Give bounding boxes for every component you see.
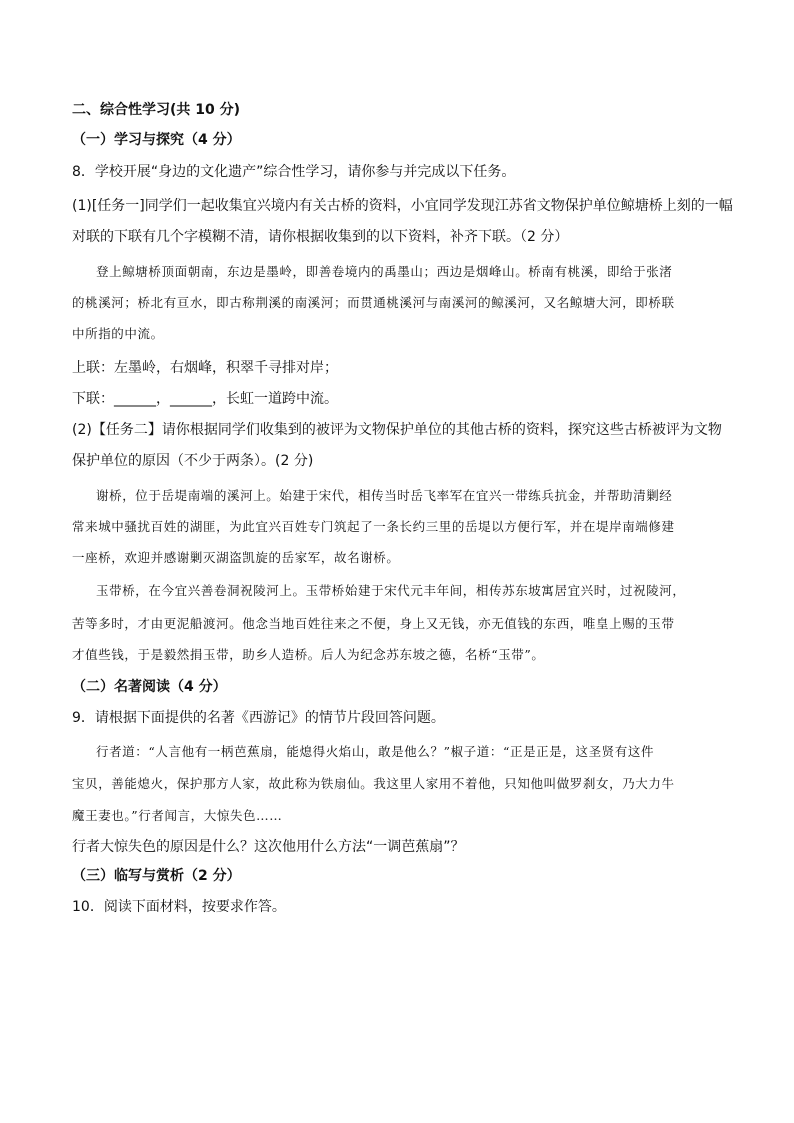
question-8-task2-line: (2)【任务二】请你根据同学们收集到的被评为文物保护单位的其他古桥的资料，探究这些古桥被评为文物 [72, 422, 722, 438]
material-paragraph-line: 谢桥，位于岳堤南端的溪河上。始建于宋代，相传当时岳飞率军在宜兴一带练兵抗金，并帮助清剿经 [96, 488, 673, 503]
couplet-upper: 上联：左墨岭，右烟峰，积翠千寻排对岸； [72, 360, 338, 376]
material-paragraph-line: 登上鲸塘桥顶面朝南，东边是墨岭，即善卷境内的禹墨山；西边是烟峰山。桥南有桃溪，即给于张渚 [96, 264, 673, 279]
subsection-heading: （三）临写与赏析（2 分） [72, 868, 241, 884]
question-8-task1-line: 对联的下联有几个字模糊不清，请你根据收集到的以下资料，补齐下联。（2 分） [72, 229, 569, 245]
question-8-task2-line: 保护单位的原因（不少于两条）。(2 分) [72, 453, 314, 469]
material-paragraph-line: 玉带桥，在今宜兴善卷洞祝陵河上。玉带桥始建于宋代元丰年间，相传苏东坡寓居宜兴时，过祝陵河， [96, 583, 686, 598]
question-10-prompt: 10．阅读下面材料，按要求作答。 [72, 899, 286, 915]
material-paragraph-line: 中所指的中流。 [72, 326, 164, 341]
couplet-lower: 下联：______，______，长虹一道跨中流。 [72, 391, 338, 407]
material-paragraph-line: 才值些钱，于是毅然捐玉带，助乡人造桥。后人为纪念苏东坡之德，名桥“玉带”。 [72, 647, 545, 662]
material-paragraph-line: 的桃溪河；桥北有亘水，即古称荆溪的南溪河；而贯通桃溪河与南溪河的鲸溪河，又名鲸塘大河，即桥联 [72, 295, 675, 310]
question-8-prompt: 8．学校开展“身边的文化遗产”综合性学习，请你参与并完成以下任务。 [72, 164, 516, 180]
question-9-prompt: 9．请根据下面提供的名著《西游记》的情节片段回答问题。 [72, 710, 445, 726]
excerpt-line: 宝贝，善能熄火，保护那方人家，故此称为铁扇仙。我这里人家用不着他，只知他叫做罗刹女，乃大力牛 [72, 776, 675, 791]
subsection-heading: （二）名著阅读（4 分） [72, 679, 227, 695]
question-9-question: 行者大惊失色的原因是什么？这次他用什么方法“一调芭蕉扇”？ [72, 839, 465, 855]
subsection-heading: （一）学习与探究（4 分） [72, 132, 241, 148]
material-paragraph-line: 常来城中骚扰百姓的湖匪，为此宜兴百姓专门筑起了一条长约三里的岳堤以方便行军，并在堤岸南端修建 [72, 519, 675, 534]
material-paragraph-line: 苦等多时，才由更泥船渡河。他念当地百姓往来之不便，身上又无钱，亦无值钱的东西，唯皇上赐的玉带 [72, 616, 675, 631]
section-title: 二、综合性学习(共 10 分) [72, 102, 241, 118]
material-paragraph-line: 一座桥，欢迎并感谢剿灭湖盗凯旋的岳家军，故名谢桥。 [72, 550, 400, 565]
question-8-task1-line: (1)[任务一]同学们一起收集宜兴境内有关古桥的资料，小宜同学发现江苏省文物保护单位鲸塘桥上刻的一幅 [72, 198, 733, 214]
excerpt-line: 行者道：“人言他有一柄芭蕉扇，能熄得火焰山，敢是他么？”椒子道：“正是正是，这圣贤有这件 [96, 744, 655, 759]
excerpt-line: 魔王妻也。”行者闻言，大惊失色…… [72, 808, 283, 823]
